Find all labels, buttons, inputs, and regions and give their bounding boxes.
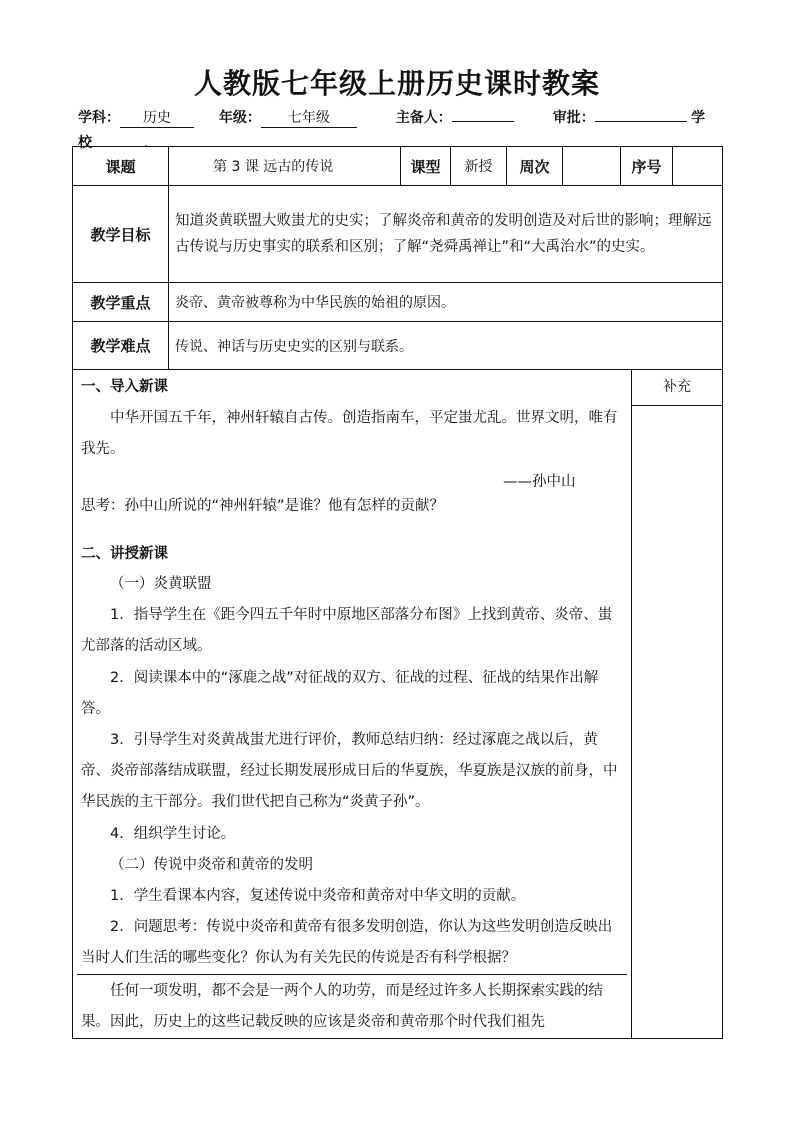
list-item: 1．学生看课本内容，复述传说中炎帝和黄帝对中华文明的贡献。 — [110, 888, 526, 904]
approval-value — [595, 104, 687, 122]
preparer-value — [452, 104, 514, 122]
think-question: 思考：孙中山所说的“神州轩辕”是谁？他有怎样的贡献？ — [81, 498, 445, 514]
subsection-inventions: （二）传说中炎帝和黄帝的发明 — [110, 857, 313, 873]
key-row — [73, 283, 723, 322]
goal-label: 教学目标 — [73, 186, 169, 283]
list-item: 4．组织学生讨论。 — [110, 826, 236, 842]
list-item: 2．阅读课本中的“涿鹿之战”对征战的双方、征战的过程、征战的结果作出解答。 — [81, 670, 599, 717]
lesson-info-table — [72, 146, 723, 370]
subsection-alliance: （一）炎黄联盟 — [110, 576, 212, 592]
grade-label: 年级： — [218, 110, 261, 126]
school-value — [92, 129, 144, 147]
diff-label: 教学难点 — [73, 322, 169, 370]
diff-row — [73, 322, 723, 370]
preparer-label: 主备人： — [395, 110, 452, 126]
lesson-value: 第 3 课 远古的传说 — [169, 147, 401, 186]
key-label: 教学重点 — [73, 283, 169, 322]
section-intro-heading: 一、导入新课 — [81, 379, 168, 395]
grade-value: 七年级 — [261, 110, 357, 128]
subject-value: 历史 — [120, 110, 194, 128]
divider — [77, 974, 627, 975]
approval-label: 审批： — [552, 110, 595, 126]
seq-label: 序号 — [621, 147, 673, 186]
goal-row — [73, 186, 723, 283]
quote-text: 中华开国五千年，神州轩辕自古传。创造指南车，平定蚩尤乱。世界文明，唯有我先。 — [81, 410, 618, 457]
subject-label: 学科： — [78, 110, 120, 126]
lesson-label: 课题 — [73, 147, 169, 186]
week-value — [563, 147, 621, 186]
list-item: 1．指导学生在《距今四五千年时中原地区部落分布图》上找到黄帝、炎帝、蚩尤部落的活动区域。 — [81, 607, 613, 654]
seq-value — [673, 147, 723, 186]
answer-text: 任何一项发明，都不会是一两个人的功劳，而是经过许多人长期探索实践的结果。因此，历史上的这些记载反映的应该是炎帝和黄帝那个时代我们祖先 — [81, 983, 603, 1030]
goal-text: 知道炎黄联盟大败蚩尤的史实；了解炎帝和黄帝的发明创造及对后世的影响；理解远古传说与历史事实的联系和区别；了解“尧舜禹禅让”和“大禹治水”的史实。 — [169, 186, 723, 283]
type-label: 课型 — [401, 147, 451, 186]
school-label-1: 学 — [691, 110, 706, 126]
week-label: 周次 — [507, 147, 563, 186]
quote-author: ——孙中山 — [503, 474, 576, 490]
lesson-row — [73, 147, 723, 186]
key-text: 炎帝、黄帝被尊称为中华民族的始祖的原因。 — [169, 283, 723, 322]
lesson-body — [72, 370, 723, 1039]
supplement-column — [632, 370, 722, 1038]
page-title: 人教版七年级上册历史课时教案 — [193, 67, 600, 100]
list-item: 2．问题思考：传说中炎帝和黄帝有很多发明创造，你认为这些发明创造反映出当时人们生活的哪些变化？你认为有关先民的传说是否有科学根据？ — [81, 919, 613, 966]
list-item: 3．引导学生对炎黄战蚩尤进行评价，教师总结归纳：经过涿鹿之战以后，黄帝、炎帝部落结成联盟，经过长期发展形成日后的华夏族，华夏族是汉族的前身，中华民族的主干部分。我们世代把自己称为“炎黄子孙”。 — [81, 732, 618, 810]
type-value: 新授 — [451, 147, 507, 186]
section-new-lesson-heading: 二、讲授新课 — [81, 546, 168, 562]
meta-row — [78, 104, 718, 129]
process-column — [73, 370, 632, 1038]
supplement-header: 补充 — [632, 370, 722, 406]
diff-text: 传说、神话与历史史实的区别与联系。 — [169, 322, 723, 370]
school-end: . — [144, 135, 149, 151]
school-label-2: 校 — [78, 135, 92, 151]
